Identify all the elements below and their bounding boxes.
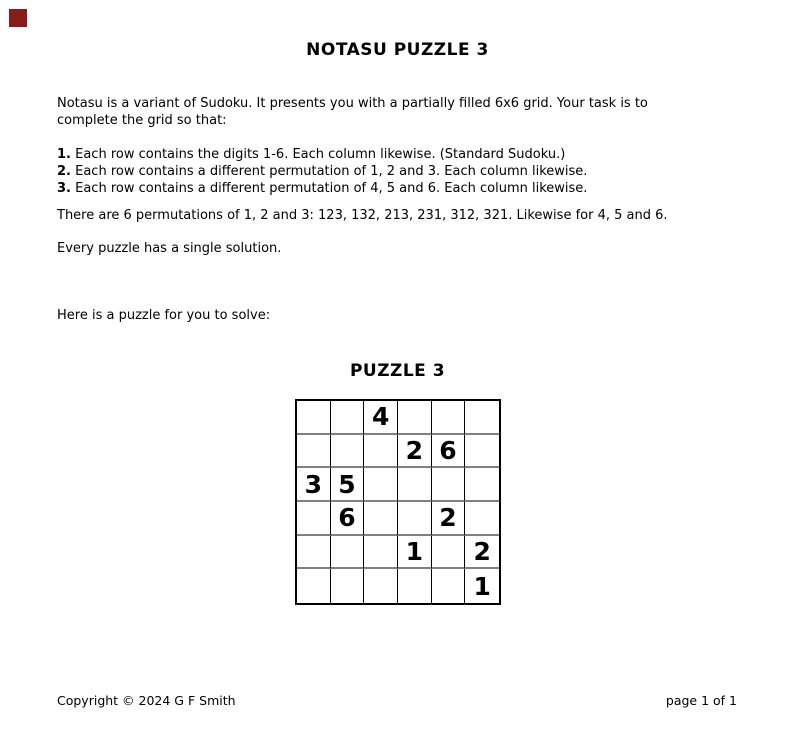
permutations-note: There are 6 permutations of 1, 2 and 3: 123, 132, 213, 231, 312, 321. Likewise for 4, 5 and 6.	[57, 208, 668, 223]
rules-list	[57, 146, 587, 197]
rule-item	[57, 146, 587, 163]
grid-cell: 4	[364, 401, 398, 435]
page-number-text: page 1 of 1	[665, 693, 737, 708]
grid-cell	[331, 536, 365, 570]
grid-cell	[465, 401, 499, 435]
intro-paragraph	[57, 95, 648, 129]
grid-cell	[432, 569, 466, 603]
grid-cell	[398, 401, 432, 435]
grid-cell	[297, 569, 331, 603]
grid-cell: 1	[398, 536, 432, 570]
grid-cell	[465, 502, 499, 536]
grid-cell	[432, 401, 466, 435]
grid-cell: 2	[432, 502, 466, 536]
grid-cell	[297, 536, 331, 570]
grid-cell	[432, 536, 466, 570]
rule-item	[57, 180, 587, 197]
single-solution-note: Every puzzle has a single solution.	[57, 241, 282, 256]
rule-item	[57, 163, 587, 180]
grid-cell	[297, 401, 331, 435]
grid-cell: 6	[331, 502, 365, 536]
grid-cell: 1	[473, 571, 491, 601]
copyright-text: Copyright © 2024 G F Smith	[57, 693, 236, 708]
grid-cell	[331, 569, 365, 603]
grid-cell	[364, 468, 398, 502]
grid-cell: 3	[297, 468, 331, 502]
grid-cell: 6	[432, 435, 466, 469]
rule-number: 1.	[57, 147, 71, 162]
grid-cell	[432, 468, 466, 502]
grid-cell	[364, 435, 398, 469]
rule-text: Each row contains the digits 1-6. Each column likewise. (Standard Sudoku.)	[75, 147, 566, 162]
grid-cell	[364, 502, 398, 536]
grid-cell	[398, 468, 432, 502]
grid-cell: 5	[331, 468, 365, 502]
intro-line-2: complete the grid so that:	[57, 113, 227, 128]
rule-number: 3.	[57, 181, 71, 196]
grid-cell: 2	[398, 435, 432, 469]
grid-cell	[297, 435, 331, 469]
grid-cell: 2	[465, 536, 499, 570]
intro-line-1: Notasu is a variant of Sudoku. It presents you with a partially filled 6x6 grid. Your task is to	[57, 96, 648, 111]
grid-cell	[465, 435, 499, 469]
rule-text: Each row contains a different permutation of 4, 5 and 6. Each column likewise.	[75, 181, 588, 196]
grid-cell	[364, 536, 398, 570]
puzzle-grid	[295, 399, 501, 605]
solve-prompt: Here is a puzzle for you to solve:	[57, 308, 271, 323]
grid-cell	[465, 468, 499, 502]
grid-cell	[331, 435, 365, 469]
grid-cell	[331, 401, 365, 435]
grid-cell	[398, 502, 432, 536]
rule-text: Each row contains a different permutation of 1, 2 and 3. Each column likewise.	[75, 164, 588, 179]
grid-cell	[398, 569, 432, 603]
rule-number: 2.	[57, 164, 71, 179]
grid-cell	[364, 569, 398, 603]
puzzle-heading: PUZZLE 3	[349, 361, 446, 381]
page-title: NOTASU PUZZLE 3	[306, 40, 489, 60]
grid-cell	[297, 502, 331, 536]
red-corner-marker-icon	[9, 9, 27, 27]
